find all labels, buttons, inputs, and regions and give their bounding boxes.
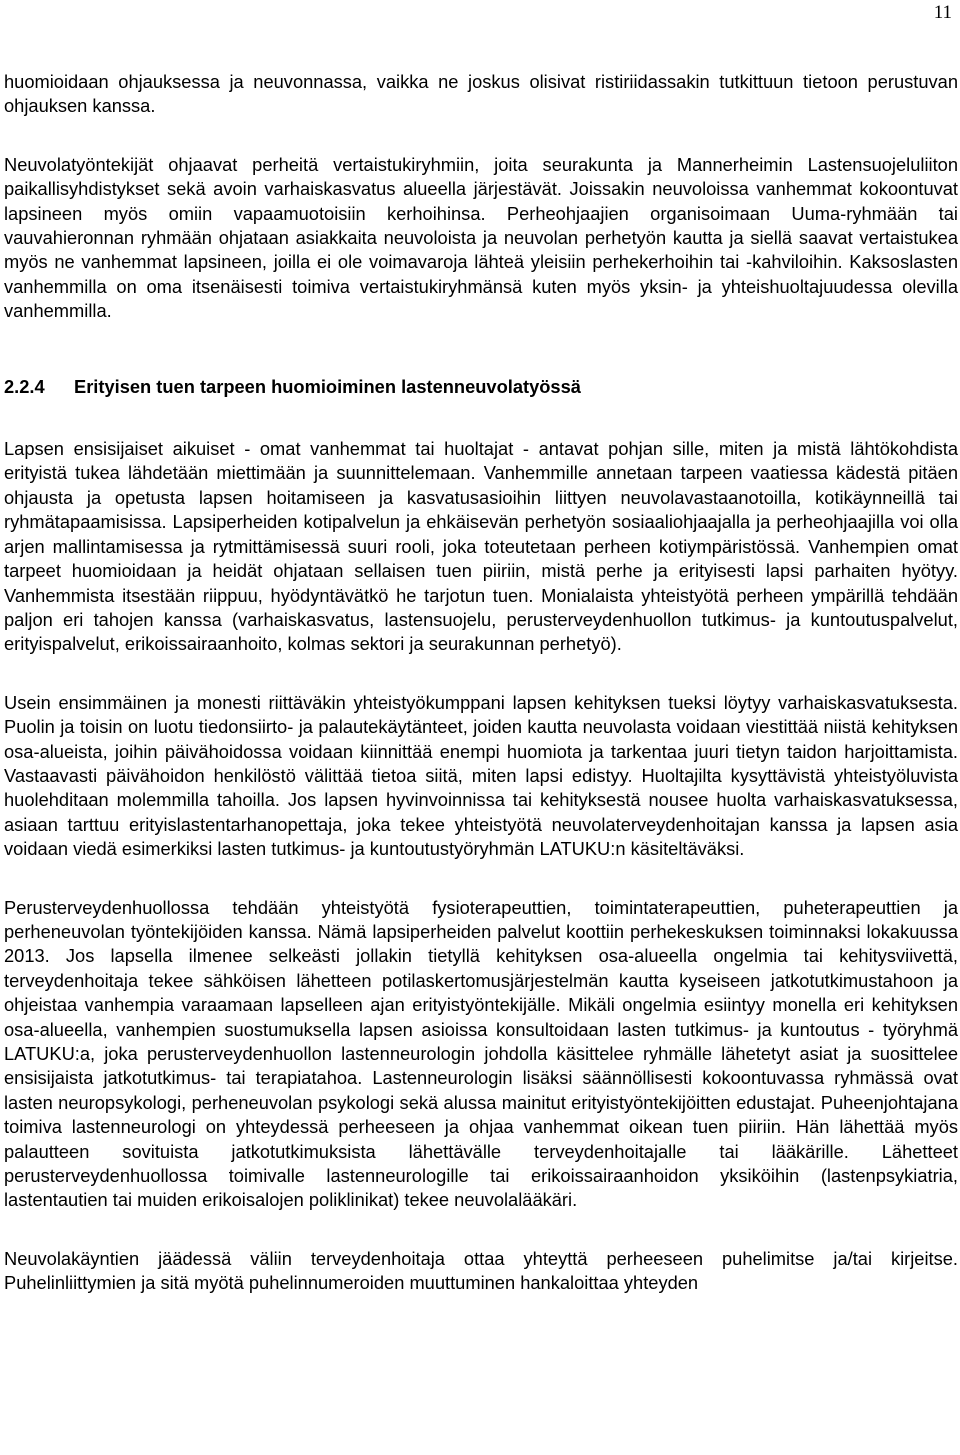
paragraph-early-education: Usein ensimmäinen ja monesti riittäväkin yhteistyökumppani lapsen kehityksen tueksi löytyy varhaiskasvatuksesta. Puolin ja toisin on luotu tiedonsiirto- ja palautekäytänteet, joiden kautta neuvolasta voidaan viestittää niistä kehityksen osa-alueista, joihin päivähoidossa voidaan kiinnittää enempi huomiota ja tarkentaa juuri tietyn taidon harjoittamista. Vastaavasti päivähoidon henkilöstö välittää tietoa siitä, miten lapsi edistyy. Huoltajilta kysyttävistä yhteistyöluvista huolehditaan molemmilla tahoilla. Jos lapsen hyvinvoinnissa tai kehityksestä nousee huolta varhaiskasvatuksessa, asiaan tarttuu erityislastentarhanopettaja, joka tekee yhteistyötä neuvolaterveydenhoitajan kanssa ja lapsen asia voidaan viedä esimerkiksi lasten tutkimus- ja kuntoutustyöryhmän LATUKU:n käsiteltäväksi.: [4, 691, 958, 860]
paragraph-spacer: [4, 862, 958, 896]
paragraph-missed-visits: Neuvolakäyntien jäädessä väliin terveydenhoitaja ottaa yhteyttä perheeseen puhelimitse ja/tai kirjeitse. Puhelinliittymien ja sitä myötä puhelinnumeroiden muuttuminen hankaloittaa yhteyden: [4, 1247, 958, 1294]
paragraph-spacer: [4, 657, 958, 691]
section-title: Erityisen tuen tarpeen huomioiminen lastenneuvolatyössä: [74, 375, 581, 397]
paragraph-peer-support: Neuvolatyöntekijät ohjaavat perheitä vertaistukiryhmiin, joita seurakunta ja Mannerheimin Lastensuojeluliiton paikallisyhdistykset sekä avoin varhaiskasvatus alueella järjestävät. Joissakin neuvoloissa vanhemmat kokoontuvat lapsineen myös omiin vapaamuotoisiin kerhoihinsa. Perheohjaajien organisoimaan Uuma-ryhmään tai vauvahieronnan ryhmään ohjataan asiakkaita neuvoloista ja neuvolan perhetyön kautta ja siellä saavat vertaistukea myös ne vanhemmat lapsineen, joilla ei ole voimavaroja lähteä yleisiin perhekerhoihin tai -kahviloihin. Kaksoslasten vanhemmilla on oma itsenäisesti toimiva vertaistukiryhmänsä kuten myös yksin- ja yhteishuoltajuudessa olevilla vanhemmilla.: [4, 153, 958, 322]
paragraph-continued: huomioidaan ohjauksessa ja neuvonnassa, vaikka ne joskus olisivat ristiriidassakin tutkittuun tietoon perustuvan ohjauksen kanssa.: [4, 71, 958, 117]
page-content: [4, 70, 958, 1296]
section-heading: [4, 375, 958, 399]
paragraph-spacer: [4, 1213, 958, 1247]
paragraph-spacer: [4, 119, 958, 153]
heading-spacer: [4, 399, 958, 437]
section-number: 2.2.4: [4, 375, 45, 397]
section-spacer: [4, 324, 958, 375]
paragraph-primary-care: Perusterveydenhuollossa tehdään yhteistyötä fysioterapeuttien, toimintaterapeuttien, puheterapeuttien ja perheneuvolan työntekijöiden kanssa. Nämä lapsiperheiden palvelut koottiin perhekeskuksen toiminnaksi lokakuussa 2013. Jos lapsella ilmenee selkeästi jollakin tietyllä kehityksen osa-alueella ongelmia tai kehitysviivettä, terveydenhoitaja tekee sähköisen lähetteen potilaskertomusjärjestelmän kautta kyseiseen jatkotutkimustahoon ja ohjeistaa vanhempia varaamaan lapselleen ajan erityistyöntekijälle. Mikäli ongelmia esiintyy monella eri kehityksen osa-alueella, vanhempien suostumuksella lapsen asioissa konsultoidaan lasten tutkimus- ja kuntoutus - työryhmä LATUKU:a, joka perusterveydenhuollon lastenneurologin johdolla käsittelee ryhmälle lähetetyt asiat ja suosittelee ensisijaista jatkotutkimus- tai terapiatahoa. Lastenneurologin lisäksi säännöllisesti kokoontuvassa ryhmässä ovat lasten neuropsykologi, perheneuvolan psykologi sekä alussa mainitut erityistyöntekijöitten edustajat. Puheenjohtajana toimiva lastenneurologi on yhteydessä perheeseen ja ohjaa vanhemmat oikean tuen piiriin. Hän lähettää myös palautteen sovituista jatkotutkimuksista lähettävälle terveydenhoitajalle tai lääkärille. Lähetteet perusterveydenhuollossa toimivalle lastenneurologille tai erikoissairaanhoidon yksiköihin (lastenpsykiatria, lastentautien tai muiden erikoisalojen poliklinikat) tekee neuvolalääkäri.: [4, 896, 958, 1211]
paragraph-primary-adults: Lapsen ensisijaiset aikuiset - omat vanhemmat tai huoltajat - antavat pohjan sille, miten ja mistä lähtökohdista erityistä tukea lähdetään miettimään ja suunnittelemaan. Vanhemmille annetaan tarpeen vaatiessa kädestä pitäen ohjausta ja opetusta lapsen hoitamiseen ja kasvatusasioihin liittyen neuvolavastaanotoilla, kotikäynneillä tai ryhmätapaamisissa. Lapsiperheiden kotipalvelun ja ehkäisevän perhetyön sosiaaliohjaajalla ja perheohjaajilla voi olla arjen mallintamisessa ja rytmittämisessä suuri rooli, joka toteutetaan perheen kotiympäristössä. Vanhempien omat tarpeet huomioidaan ja heidät ohjataan sellaisen tuen piiriin, mistä perhe ja erityisesti lapsi parhaiten hyötyy. Vanhemmista itsestään riippuu, hyödyntävätkö he tarjotun tuen. Monialaista yhteistyötä perheen ympärillä tehdään paljon eri tahojen kanssa (varhaiskasvatus, lastensuojelu, perusterveydenhuollon tutkimus- ja kuntoutuspalvelut, erityispalvelut, erikoissairaanhoito, kolmas sektori ja seurakunnan perhetyö).: [4, 438, 958, 655]
page-number: 11: [933, 2, 952, 23]
